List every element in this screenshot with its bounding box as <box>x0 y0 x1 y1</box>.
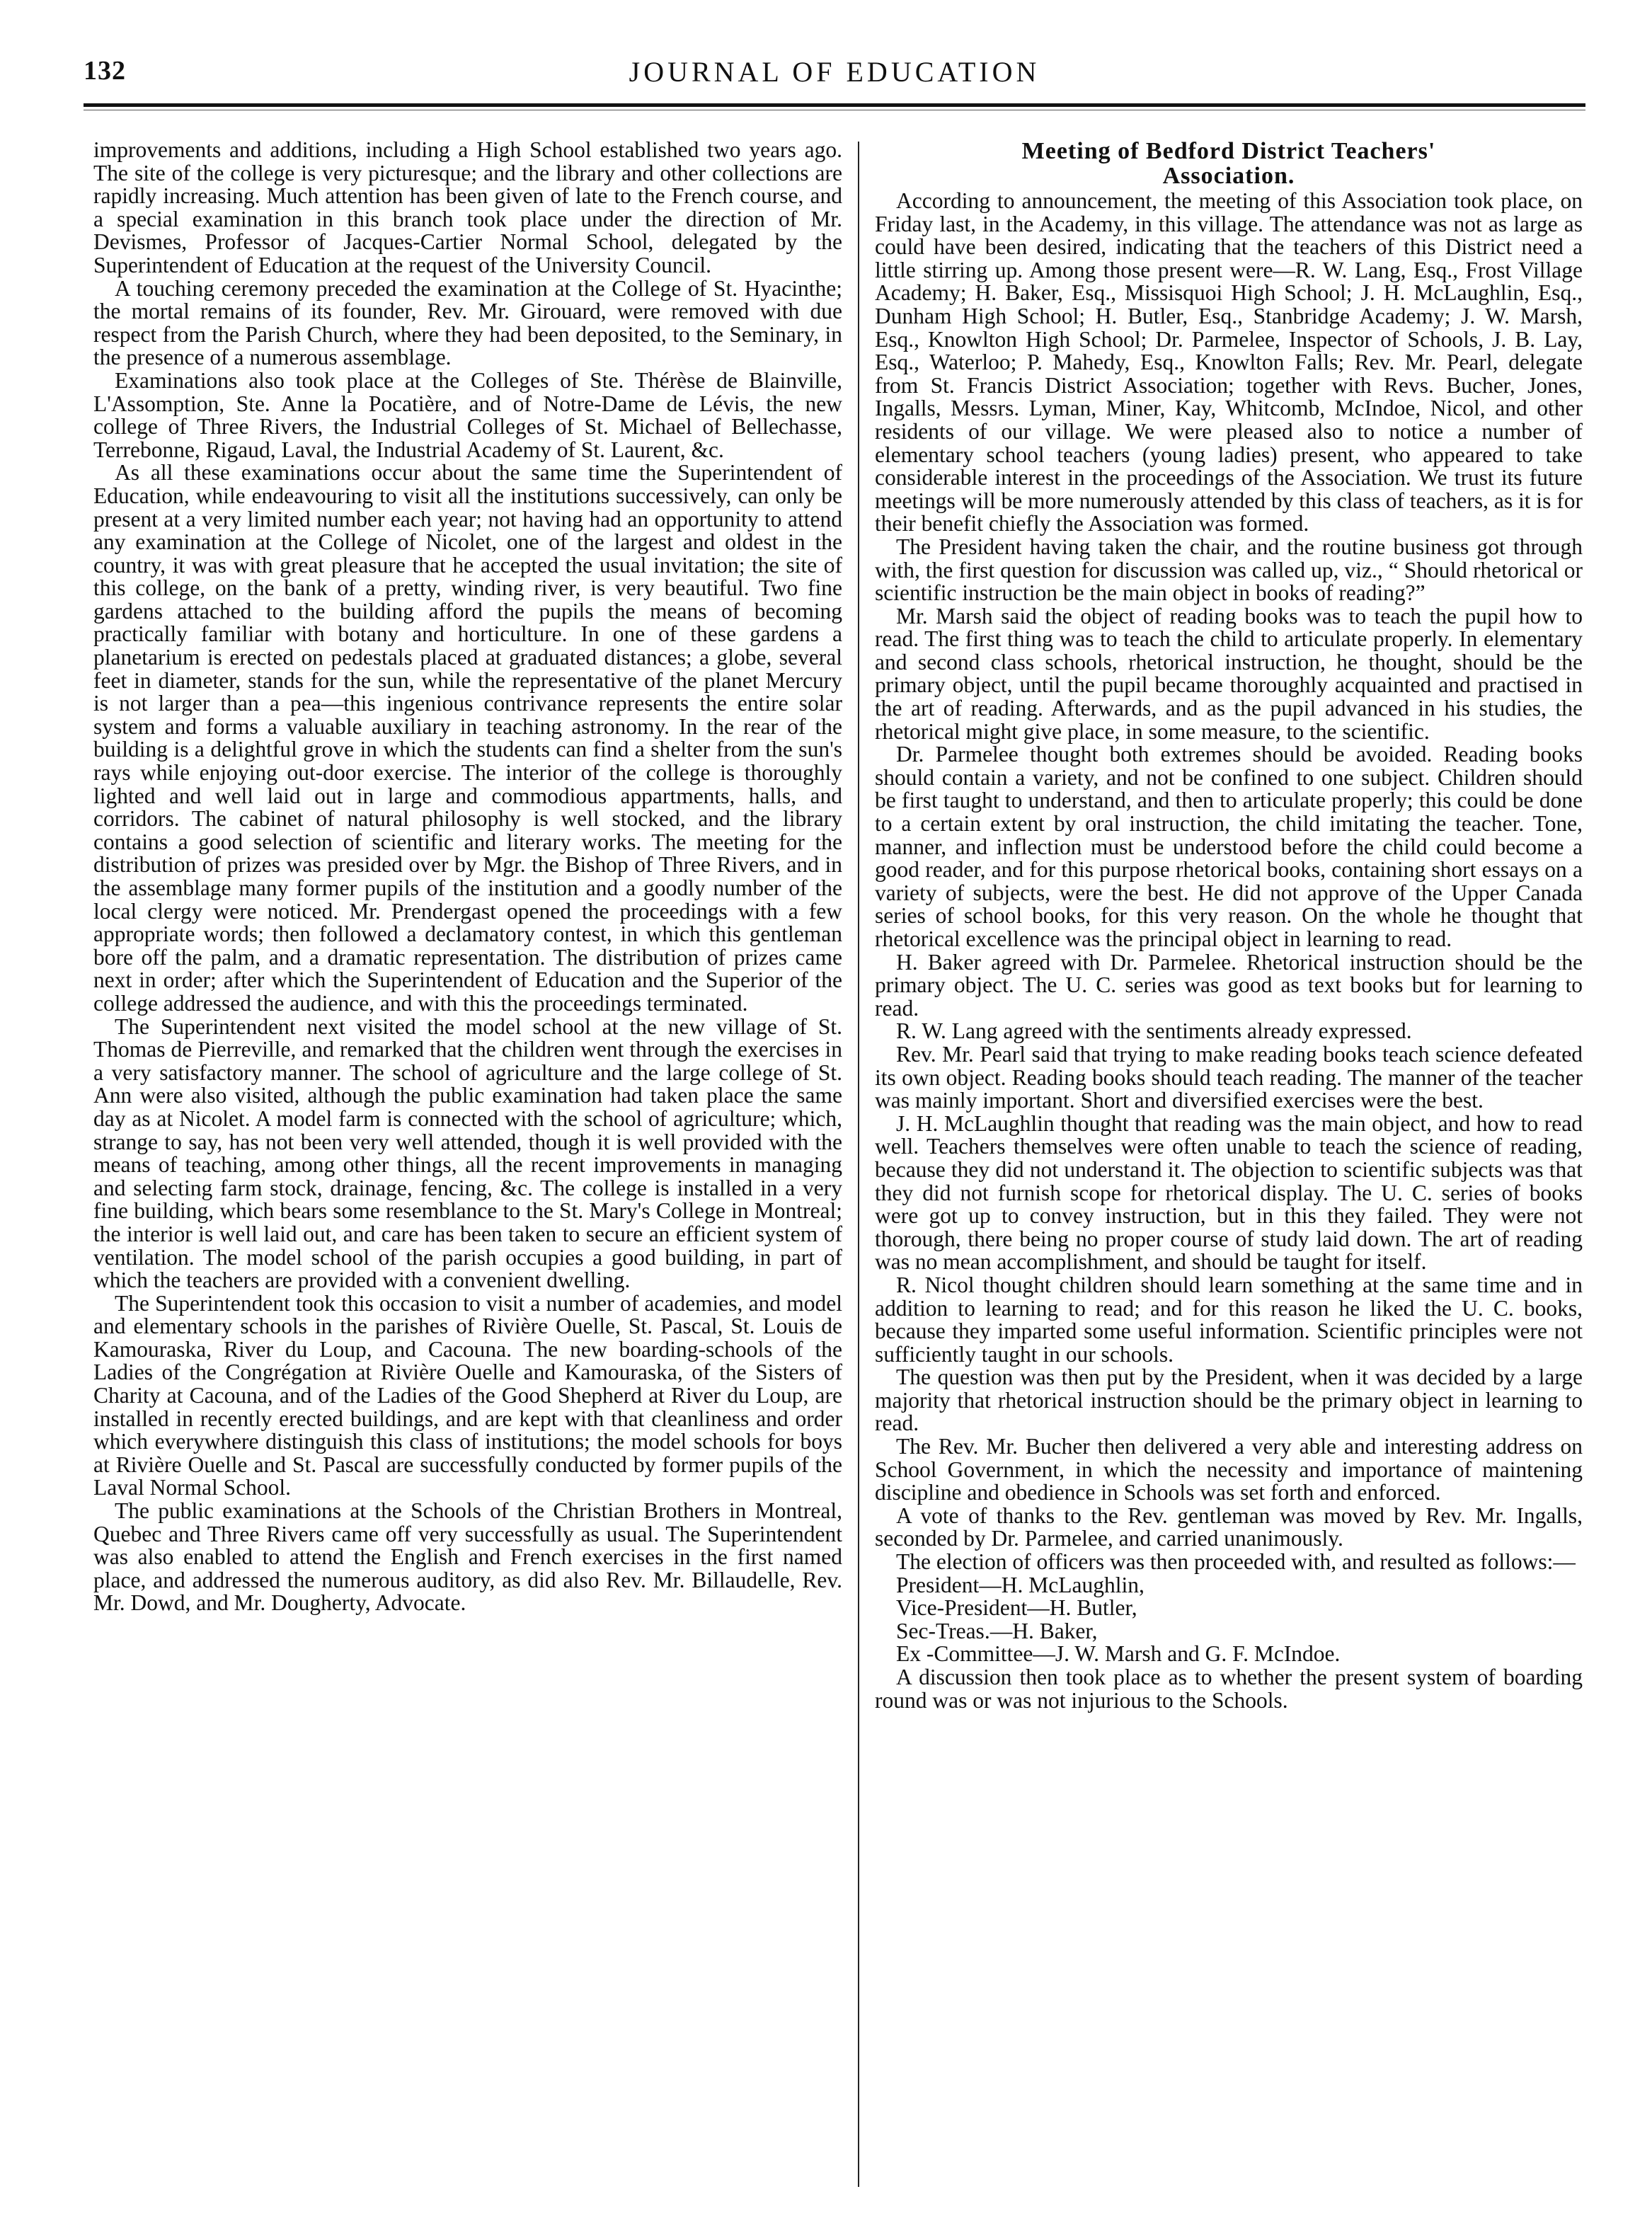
officer-entry: Vice-President—H. Butler, <box>896 1595 1137 1621</box>
paragraph: According to announcement, the meeting of this Association took place, on Friday last, in the Academy, in this village. The attendance was not as large as could have been desired, indicating that the teachers of this District need a little stirring up. Among those present were—R. W. Lang, Esq., Frost Village Academy; H. Baker, Esq., Missisquoi High School; J. H. McLaughlin, Esq., Dunham High School; H. Butler, Esq., Stanbridge Academy; J. W. Marsh, Esq., Knowlton High School; Dr. Parmelee, Inspector of Schools, J. B. Lay, Esq., Waterloo; P. Mahedy, Esq., Knowlton Falls; Rev. Mr. Pearl, delegate from St. Francis District Association; together with Revs. Bucher, Jones, Ingalls, Messrs. Lyman, Miner, Kay, Whitcomb, McIndoe, Nicol, and other residents of our village. We were pleased also to notice a number of elementary school teachers (young ladies) present, who appeared to take considerable interest in the proceedings of the Association. We trust its future meetings will be more numerously attended by this class of teachers, as it is for their benefit chiefly the Association was formed. <box>875 188 1583 536</box>
officer-entry: President—H. McLaughlin, <box>896 1572 1145 1597</box>
paragraph: H. Baker agreed with Dr. Parmelee. Rhetorical instruction should be the primary object. The U. C. series was good as text books but for learning to read. <box>875 949 1583 1021</box>
paragraph: The Superintendent took this occasion to visit a number of academies, and model and elementary schools in the parishes of Rivière Ouelle, St. Pascal, St. Louis de Kamouraska, River du Loup, and Cacouna. The new boarding-schools of the Ladies of the Congrégation at Rivière Ouelle and Kamouraska, of the Sisters of Charity at Cacouna, and of the Ladies of the Good Shepherd at River du Loup, are installed in recently erected buildings, and are kept with that cleanliness and order which everywhere distinguish this class of institutions; the model schools for boys at Rivière Ouelle and St. Pascal are successfully conducted by former pupils of the Laval Normal School. <box>93 1290 842 1500</box>
article-title-line1: Meeting of Bedford District Teachers' <box>1021 139 1436 164</box>
paragraph: The President having taken the chair, and the routine business got through with, the first question for discussion was called up, viz., “ Should rhetorical or scientific instruction be the main object in books of reading?” <box>875 534 1583 606</box>
article-title <box>875 139 1583 188</box>
header-rule <box>84 103 1585 110</box>
paragraph: A discussion then took place as to whether the present system of boarding round was or was not injurious to the Schools. <box>875 1665 1583 1713</box>
paragraph: A vote of thanks to the Rev. gentleman was moved by Rev. Mr. Ingalls, seconded by Dr. Parmelee, and carried unanimously. <box>875 1503 1583 1551</box>
paragraph: Examinations also took place at the Colleges of Ste. Thérèse de Blainville, L'Assomption, Ste. Anne la Pocatière, and of Notre-Dame de Lévis, the new college of Three Rivers, the Industrial Colleges of St. Michael of Bellechasse, Terrebonne, Rigaud, Laval, the Industrial Academy of St. Laurent, &c. <box>93 367 842 462</box>
paragraph: The election of officers was then proceeded with, and resulted as follows:— <box>896 1549 1576 1575</box>
paragraph: The question was then put by the President, when it was decided by a large majority that rhetorical instruction should be the primary object in learning to read. <box>875 1365 1583 1436</box>
paragraph: Mr. Marsh said the object of reading books was to teach the pupil how to read. The first thing was to teach the child to articulate properly. In elementary and second class schools, rhetorical instruction, he thought, should be the primary object, until the pupil became thoroughly acquainted and practised in the art of reading. Afterwards, and as the pupil advanced in his studies, the rhetorical might give place, in some measure, to the scientific. <box>875 603 1583 744</box>
officer-entry: Sec-Treas.—H. Baker, <box>896 1618 1098 1643</box>
page-header <box>84 44 1585 108</box>
officer-entry: Ex -Committee—J. W. Marsh and G. F. McIndoe. <box>896 1641 1341 1667</box>
article-title-line2: Association. <box>1162 163 1295 189</box>
paragraph: The public examinations at the Schools of the Christian Brothers in Montreal, Quebec and Three Rivers came off very successfully as usual. The Superintendent was also enabled to attend the English and French exercises in the first named place, and addressed the numerous auditory, as did also Rev. Mr. Billaudelle, Rev. Mr. Dowd, and Mr. Dougherty, Advocate. <box>93 1498 842 1616</box>
paragraph: As all these examinations occur about the same time the Superintendent of Education, while endeavouring to visit all the institutions successively, can only be present at a very limited number each year; not having had an opportunity to attend any examination at the College of Nicolet, one of the largest and oldest in the country, it was with great pleasure that he accepted the usual invitation; the site of this college, on the bank of a pretty, winding river, is very beautiful. Two fine gardens attached to the building afford the pupils the means of becoming practically familiar with botany and horticulture. In one of these gardens a planetarium is erected on pedestals placed at graduated distances; a globe, several feet in diameter, stands for the sun, while the representative of the planet Mercury is not larger than a pea—this ingenious contrivance represents the entire solar system and forms a valuable auxiliary in teaching astronomy. In the rear of the building is a delightful grove in which the students can find a shelter from the sun's rays while enjoying out-door exercise. The interior of the college is thoroughly lighted and well laid out in large and commodious appartments, halls, and corridors. The cabinet of natural philosophy is well stocked, and the library contains a good selection of scientific and literary works. The meeting for the distribution of prizes was presided over by Mgr. the Bishop of Three Rivers, and in the assemblage many former pupils of the institution and a goodly number of the local clergy were noticed. Mr. Prendergast opened the proceedings with a few appropriate words; then followed a declamatory contest, in which this gentleman bore off the palm, and a dramatic representation. The distribution of prizes came next in order; after which the Superintendent of Education and the Superior of the college addressed the audience, and with this the proceedings terminated. <box>93 460 842 1016</box>
running-title: JOURNAL OF EDUCATION <box>629 56 1040 88</box>
column-divider <box>858 142 859 2187</box>
officer-list <box>875 1574 1583 1666</box>
paragraph: The Superintendent next visited the model school at the new village of St. Thomas de Pierreville, and remarked that the children went through the exercises in a very satisfactory manner. The school of agriculture and the large college of St. Ann were also visited, although the public examination had taken place the same day as at Nicolet. A model farm is connected with the school of agriculture; which, strange to say, has not been very well attended, though it is well provided with the means of teaching, among other things, all the recent improvements in managing and selecting farm stock, drainage, fencing, &c. The college is installed in a very fine building, which bears some resemblance to the St. Mary's College in Montreal; the interior is well laid out, and care has been taken to secure an efficient system of ventilation. The model school of the parish occupies a good building, in part of which the teachers are provided with a convenient dwelling. <box>93 1013 842 1293</box>
left-column <box>93 139 842 2191</box>
paragraph: R. Nicol thought children should learn something at the same time and in addition to learning to read; and for this reason he liked the U. C. books, because they imparted some useful information. Scientific principles were not sufficiently taught in our schools. <box>875 1272 1583 1367</box>
right-column <box>875 139 1583 2191</box>
paragraph: J. H. McLaughlin thought that reading was the main object, and how to read well. Teachers themselves were often unable to teach the science of reading, because they did not understand it. The objection to scientific subjects was that they did not furnish scope for rhetorical display. The U. C. series of books were got up to convey instruction, but in this they failed. They were not thorough, there being no proper course of study laid down. The art of reading was no mean accomplishment, and should be taught for itself. <box>875 1110 1583 1275</box>
paragraph: Dr. Parmelee thought both extremes should be avoided. Reading books should contain a variety, and not be confined to one subject. Children should be first taught to understand, and then to articulate properly; this could be done to a certain extent by oral instruction, the child imitating the teacher. Tone, manner, and inflection must be understood before the child could become a good reader, and for this purpose rhetorical books, containing short essays on a variety of subjects, were the best. He did not approve of the Upper Canada series of school books, for this very reason. On the whole he thought that rhetorical excellence was the principal object in learning to read. <box>875 742 1583 951</box>
paragraph: A touching ceremony preceded the examination at the College of St. Hyacinthe; the mortal remains of its founder, Rev. Mr. Girouard, were removed with due respect from the Parish Church, where they had been deposited, to the Seminary, in the presence of a numerous assemblage. <box>93 275 842 370</box>
paragraph: improvements and additions, including a High School established two years ago. The site of the college is very picturesque; and the library and other collections are rapidly increasing. Much attention has been given of late to the French course, and a special examination in this branch took place under the direction of Mr. Devismes, Professor of Jacques-Cartier Normal School, delegated by the Superintendent of Education at the request of the University Council. <box>93 139 842 277</box>
paragraph: The Rev. Mr. Bucher then delivered a very able and interesting address on School Government, in which the necessity and importance of maintening discipline and obedience in Schools was set forth and enforced. <box>875 1434 1583 1505</box>
page-number: 132 <box>84 56 126 86</box>
paragraph: R. W. Lang agreed with the sentiments already expressed. <box>896 1018 1412 1044</box>
paragraph: Rev. Mr. Pearl said that trying to make reading books teach science defeated its own object. Reading books should teach reading. The manner of the teacher was mainly important. Short and diversified exercises were the best. <box>875 1041 1583 1113</box>
